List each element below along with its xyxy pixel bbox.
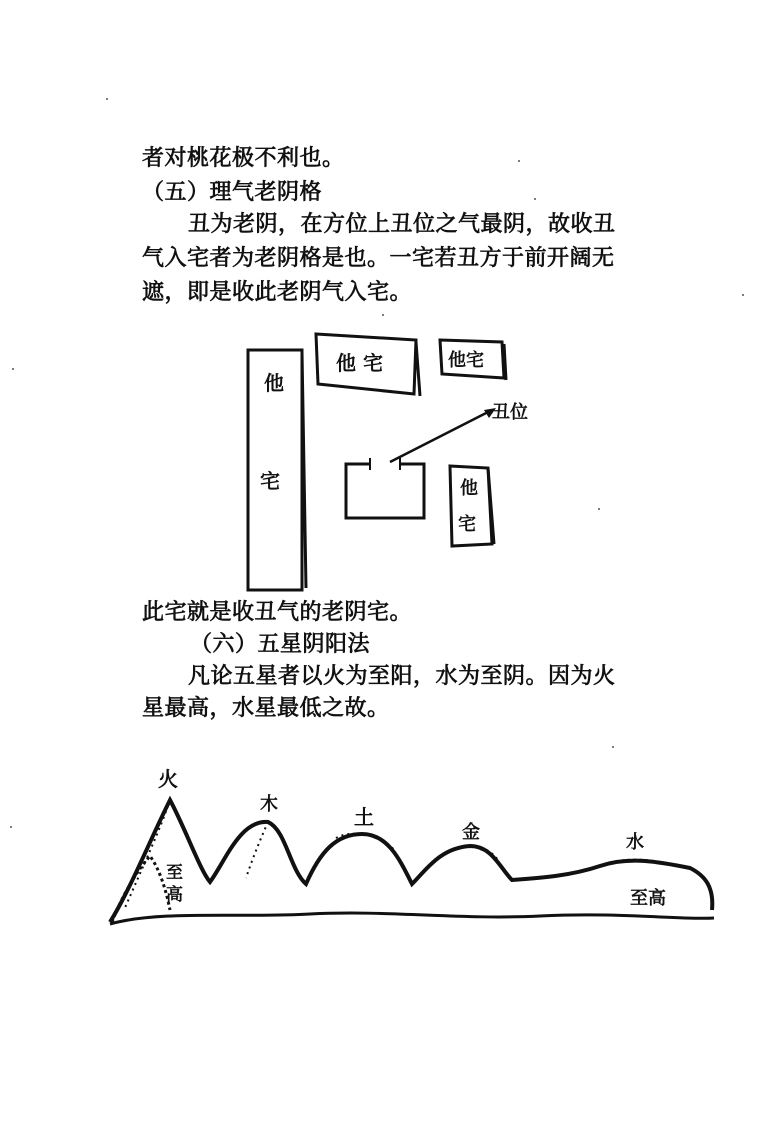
scan-speck	[382, 314, 384, 316]
peak-label-wood: 木	[260, 794, 278, 815]
section-heading-5: （五）理气老阴格	[142, 179, 323, 205]
scan-speck	[612, 746, 614, 748]
left-note-char-2: 高	[166, 885, 183, 905]
peak-label-fire: 火	[158, 767, 178, 791]
right-small-label-bottom: 宅	[458, 514, 476, 535]
top-right-label: 他宅	[448, 350, 484, 371]
laoyin-house-diagram	[230, 318, 550, 598]
five-stars-mountain-diagram	[100, 760, 720, 930]
right-small-building	[450, 466, 494, 546]
text-line-1: 者对桃花极不利也。	[142, 145, 345, 171]
arrow-to-chou	[390, 401, 528, 462]
text-line-8: 凡论五星者以火为至阳，水为至阴。因为火	[188, 663, 616, 689]
subject-house	[346, 458, 424, 518]
peak-label-earth: 土	[354, 805, 374, 829]
peak-label-metal: 金	[462, 822, 480, 843]
scan-speck	[742, 294, 744, 296]
top-middle-building	[316, 334, 420, 396]
text-line-6: 此宅就是收丑气的老阴宅。	[142, 599, 413, 625]
mountain-ridge	[110, 800, 714, 924]
left-tall-label-bottom: 宅	[260, 469, 280, 493]
right-small-label-top: 他	[460, 478, 478, 499]
peak-label-water: 水	[626, 832, 644, 853]
right-note: 至高	[630, 888, 666, 909]
scan-speck	[106, 98, 108, 100]
scan-speck	[598, 508, 600, 510]
text-line-4: 气入宅者为老阴格是也。一宅若丑方于前开阔无	[142, 245, 615, 271]
scan-speck	[10, 826, 12, 828]
left-note-char-1: 至	[166, 863, 183, 883]
left-tall-label-top: 他	[264, 371, 284, 395]
text-line-9: 星最高，水星最低之故。	[142, 695, 390, 721]
scan-speck	[534, 198, 536, 200]
top-middle-label: 他 宅	[336, 351, 383, 375]
chou-direction-label: 丑位	[492, 402, 528, 423]
text-line-5: 遮，即是收此老阴气入宅。	[142, 279, 413, 305]
section-heading-6: （六）五星阴阳法	[190, 631, 371, 657]
top-right-building	[440, 340, 506, 380]
scan-speck	[518, 160, 520, 162]
scan-speck	[12, 368, 14, 370]
left-tall-building	[248, 350, 306, 590]
text-line-3: 丑为老阴，在方位上丑位之气最阴，故收丑	[188, 211, 616, 237]
